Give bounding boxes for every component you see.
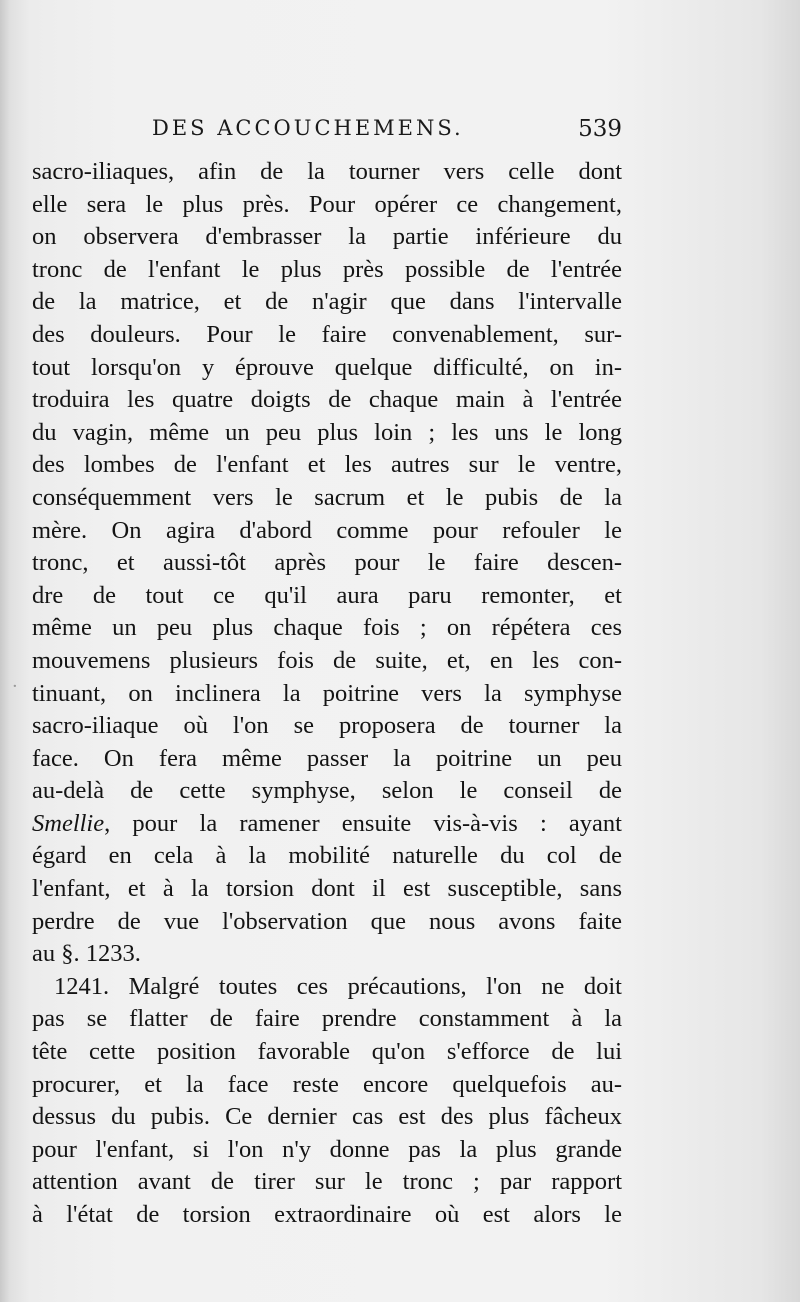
text-line: mouvemens plusieurs fois de suite, et, en les con- [32,646,622,674]
text-line-smellie: Smellie, pour la ramener ensuite vis-à-vis : ayant [32,809,622,837]
text-line: conséquemment vers le sacrum et le pubis de la [32,483,622,511]
page-header [152,116,622,150]
text-line: perdre de vue l'observation que nous avons faite [32,907,622,935]
text-line: dre de tout ce qu'il aura paru remonter, et [32,581,622,609]
text-line: sacro-iliaques, afin de la tourner vers celle dont [32,158,622,185]
text-line: au-delà de cette symphyse, selon le conseil de [32,777,622,805]
text-line: on observera d'embrasser la partie inférieure du [32,223,622,251]
text-line: sacro-iliaque où l'on se proposera de tourner la [32,712,622,740]
paragraph-end-line: au §. 1233. [32,940,141,968]
text-line: à l'état de torsion extraordinaire où est alors le [32,1201,622,1228]
body-text [32,156,622,1232]
text-line: de la matrice, et de n'agir que dans l'intervalle [32,288,622,316]
text-line: l'enfant, et à la torsion dont il est susceptible, sans [32,875,622,903]
paragraph-start-line: 1241. Malgré toutes ces précautions, l'on ne doit [54,972,622,1000]
text-line: tinuant, on inclinera la poitrine vers la symphyse [32,679,622,707]
text-line: égard en cela à la mobilité naturelle du col de [32,842,622,870]
text-line: pas se flatter de faire prendre constamment à la [32,1005,622,1033]
text-line: tronc de l'enfant le plus près possible de l'entrée [32,255,622,283]
text-line: tête cette position favorable qu'on s'efforce de lui [32,1038,622,1066]
text-line: face. On fera même passer la poitrine un peu [32,744,622,772]
text-line: même un peu plus chaque fois ; on répétera ces [32,614,622,642]
text-line: dessus du pubis. Ce dernier cas est des plus fâcheux [32,1103,622,1131]
text-line: du vagin, même un peu plus loin ; les uns le long [32,418,622,446]
text-line: troduira les quatre doigts de chaque main à l'entrée [32,386,622,414]
author-name-italic: Smellie [32,809,105,837]
text-line: tronc, et aussi-tôt après pour le faire descen- [32,549,622,577]
running-title: DES ACCOUCHEMENS. [152,116,464,140]
text-line: elle sera le plus près. Pour opérer ce changement, [32,190,622,218]
text-line: tout lorsqu'on y éprouve quelque difficulté, on in- [32,353,622,381]
text-line: pour l'enfant, si l'on n'y donne pas la plus grande [32,1135,622,1163]
gutter-speck: · [12,676,18,697]
text-line: mère. On agira d'abord comme pour refouler le [32,516,622,544]
text-line: attention avant de tirer sur le tronc ; par rapport [32,1168,622,1196]
page-number: 539 [578,116,622,142]
text-line: des douleurs. Pour le faire convenablement, sur- [32,320,622,348]
text-line: des lombes de l'enfant et les autres sur le ventre, [32,451,622,479]
text-line: procurer, et la face reste encore quelquefois au- [32,1070,622,1098]
